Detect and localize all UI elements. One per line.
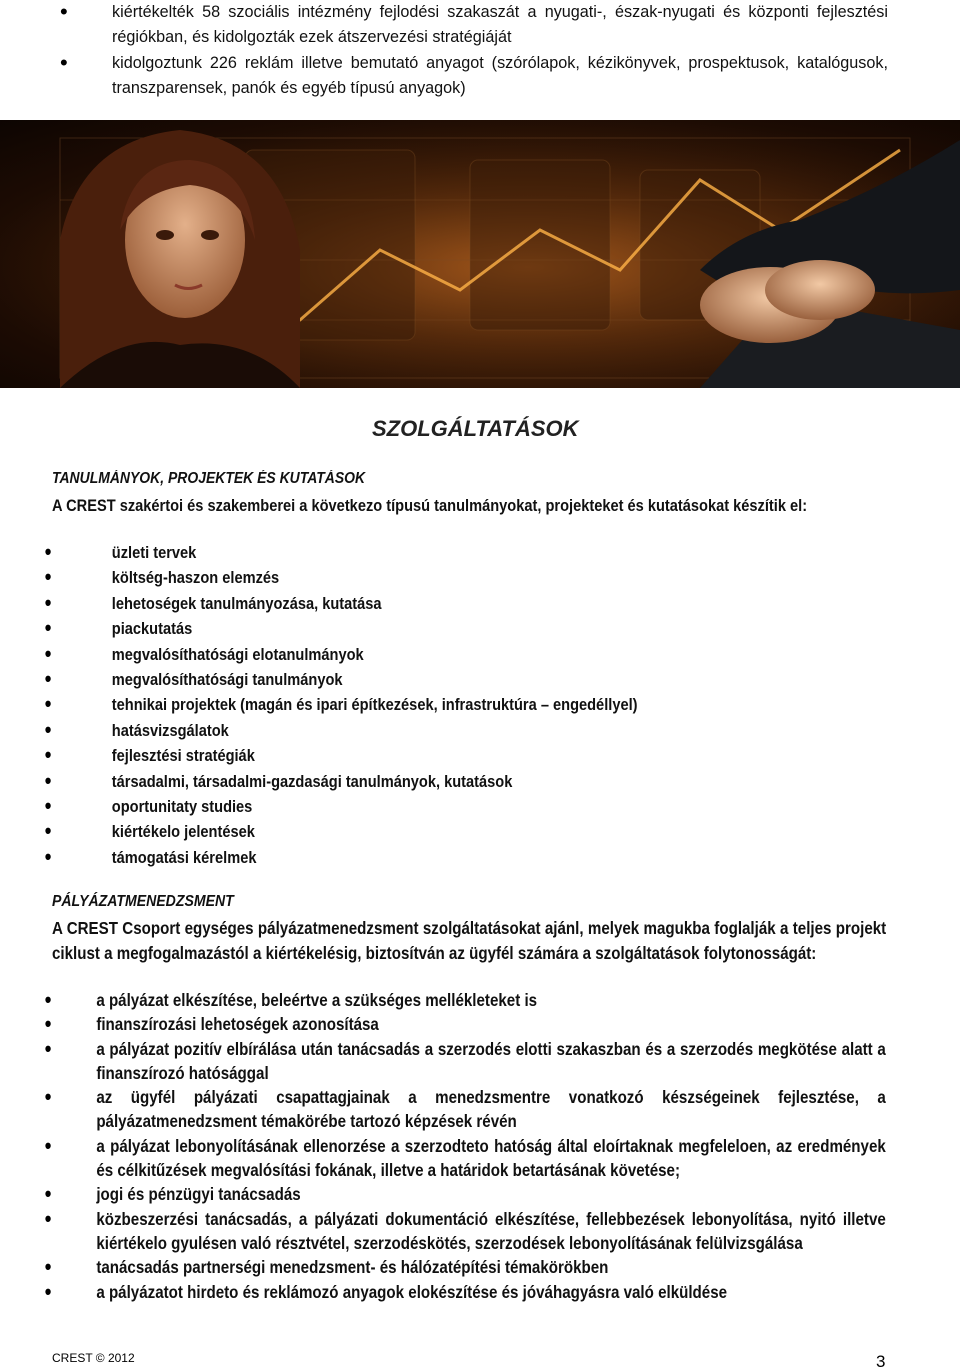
list-item: • oportunitaty studies — [0, 794, 946, 819]
footer-copyright: CREST © 2012 — [52, 1351, 135, 1365]
list-item: • piackutatás — [0, 616, 946, 641]
list-item: • az ügyfél pályázati csapattagjainak a menedzsmentre vonatkozó készségeinek fejlesztése, a pályázatmenedzsment témakörébe tartozó képzések révén — [0, 1085, 886, 1134]
tender-intro-paragraph: A CREST Csoport egységes pályázatmenedzsment szolgáltatásokat ajánl, melyek magukba foglalják a teljes projekt ciklust a megfogalmazástól a kiértékelésig, biztosítván az ügyfél számára a szolgáltatások folytonosságát: — [52, 918, 887, 963]
list-item: • költség-haszon elemzés — [0, 565, 946, 590]
list-item: • jogi és pénzügyi tanácsadás — [0, 1182, 886, 1206]
banner-image — [0, 120, 960, 388]
list-item: • lehetoségek tanulmányozása, kutatása — [0, 591, 946, 616]
top-bullet-list — [0, 0, 960, 102]
list-item: • megvalósíthatósági elotanulmányok — [0, 642, 946, 667]
list-item: • tehnikai projektek (magán és ipari építkezések, infrastruktúra – engedéllyel) — [0, 692, 946, 717]
list-item: • a pályázat pozitív elbírálása után tanácsadás a szerzodés elotti szakaszban és a szerzodés megkötése alatt a finanszírozó hatósággal — [0, 1037, 886, 1086]
list-item: • társadalmi, társadalmi-gazdasági tanulmányok, kutatások — [0, 769, 946, 794]
list-item: • a pályázat lebonyolításának ellenorzése a szerzodteto hatóság által eloírtaknak megfeleloen, az eredmények és célkitűzések megvalósítási fokának, illetve a határidok betartásának követése; — [0, 1134, 886, 1183]
list-item: • tanácsadás partnerségi menedzsment- és hálózatépítési témakörökben — [0, 1255, 886, 1279]
section-heading-studies: TANULMÁNYOK, PROJEKTEK ÉS KUTATÁSOK — [52, 470, 366, 487]
list-item: • finanszírozási lehetoségek azonosítása — [0, 1012, 886, 1036]
list-item: • megvalósíthatósági tanulmányok — [0, 667, 946, 692]
list-item: • a pályázatot hirdeto és reklámozó anyagok elokészítése és jóváhagyásra való elküldése — [0, 1280, 886, 1304]
list-item: • kiértékelték 58 szociális intézmény fejlodési szakaszát a nyugati-, észak-nyugati és központi fejlesztési régiókban, és kidolgozták ezek átszervezési stratégiáját — [0, 0, 960, 51]
list-item: • kidolgoztunk 226 reklám illetve bemutató anyagot (szórólapok, kézikönyvek, prospektusok, katalógusok, transzparensek, panók és egyéb típusú anyagok) — [0, 51, 960, 102]
studies-intro-paragraph: A CREST szakértoi és szakemberei a következo típusú tanulmányokat, projekteket és kutatásokat készítik el: — [52, 496, 808, 515]
list-item: • közbeszerzési tanácsadás, a pályázati dokumentáció elkészítése, fellebbezések lebonyolítása, nyitó illetve kiértékelo gyulésen való résztvétel, szerzodéskötés, szerzodések lebonyolításának felülvizsgálása — [0, 1207, 886, 1256]
list-item: • támogatási kérelmek — [0, 845, 946, 870]
section-heading-tender: PÁLYÁZATMENEDZSMENT — [52, 893, 234, 910]
page-number: 3 — [876, 1352, 886, 1371]
list-item: • üzleti tervek — [0, 540, 946, 565]
tender-bullet-list — [0, 988, 946, 1304]
banner-illustration — [0, 120, 960, 388]
studies-bullet-list — [0, 540, 946, 870]
list-item: • fejlesztési stratégiák — [0, 743, 946, 768]
services-title: SZOLGÁLTATÁSOK — [372, 416, 579, 441]
list-item: • a pályázat elkészítése, beleértve a szükséges mellékleteket is — [0, 988, 886, 1012]
list-item: • kiértékelo jelentések — [0, 819, 946, 844]
list-item: • hatásvizsgálatok — [0, 718, 946, 743]
